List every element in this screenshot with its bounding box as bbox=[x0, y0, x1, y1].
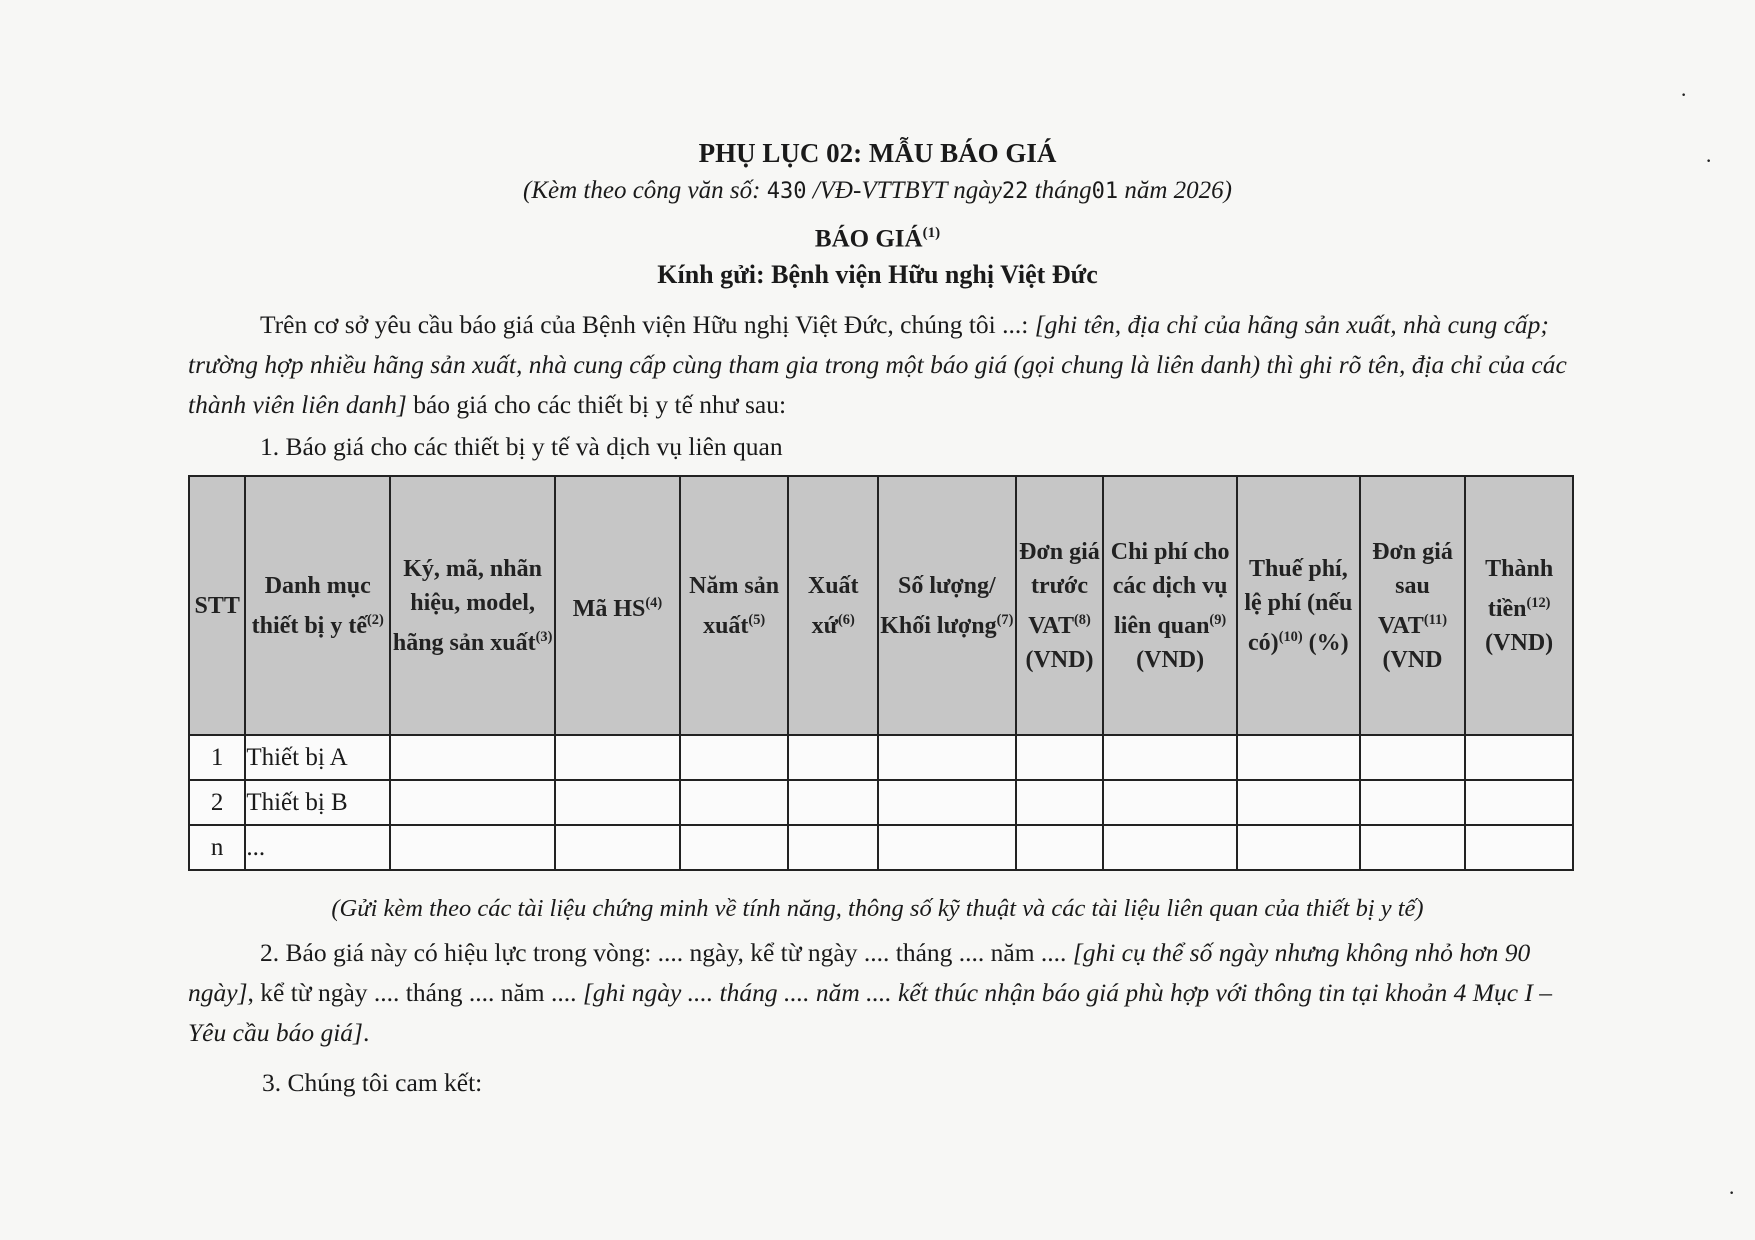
header-unit-price-post-vat: Đơn giá sau VAT$^{(11)}$ (VND bbox=[1360, 476, 1466, 735]
empty-cell bbox=[555, 735, 680, 780]
heading-text: BÁO GIÁ bbox=[814, 225, 923, 253]
header-total: Thành tiền$^{(12)}$ (VND) bbox=[1465, 476, 1573, 735]
handwritten-day: 22 bbox=[1001, 179, 1029, 204]
quotation-heading bbox=[0, 225, 1755, 253]
intro-text-end: báo giá cho các thiết bị y tế như sau: bbox=[406, 390, 787, 419]
empty-cell bbox=[1016, 825, 1104, 870]
section-3-heading: 3. Chúng tôi cam kết: bbox=[262, 1068, 483, 1097]
empty-cell bbox=[680, 735, 789, 780]
empty-cell bbox=[680, 825, 789, 870]
document-reference bbox=[0, 177, 1755, 205]
row-stt: 2 bbox=[189, 780, 245, 825]
section-2-instruction: [ghi cụ thể số ngày nhưng không nhỏ hơn 90 ngày] bbox=[188, 938, 1531, 1007]
empty-cell bbox=[1016, 780, 1104, 825]
empty-cell bbox=[878, 735, 1016, 780]
table-header-row bbox=[189, 476, 1573, 735]
empty-cell bbox=[555, 825, 680, 870]
row-stt: n bbox=[189, 825, 245, 870]
row-device-name: ... bbox=[245, 825, 390, 870]
intro-text: Trên cơ sở yêu cầu báo giá của Bệnh viện Hữu nghị Việt Đức, chúng tôi ...: bbox=[260, 310, 1035, 339]
header-service-cost: Chi phí cho các dịch vụ liên quan$^{(9)}$ (VND) bbox=[1103, 476, 1237, 735]
section-2-text: 2. Báo giá này có hiệu lực trong vòng: .... ngày, kể từ ngày .... tháng .... năm .... bbox=[260, 938, 1073, 967]
handwritten-number: 430 bbox=[766, 179, 807, 204]
intro-instruction: [ghi tên, địa chỉ của hãng sản xuất, nhà cung cấp; trường hợp nhiều hãng sản xuất, nhà cung cấp cùng tham gia trong một báo giá (gọi chung là liên danh) thì ghi rõ tên, địa chỉ của các thành viên liên danh] bbox=[188, 310, 1567, 419]
empty-cell bbox=[390, 735, 555, 780]
reference-text: /VĐ-VTTBYT ngày bbox=[806, 177, 1002, 204]
section-1-heading: 1. Báo giá cho các thiết bị y tế và dịch vụ liên quan bbox=[260, 432, 783, 461]
quotation-table bbox=[188, 475, 1574, 871]
scan-speck: · bbox=[1680, 82, 1688, 107]
empty-cell bbox=[1237, 825, 1360, 870]
empty-cell bbox=[1237, 735, 1360, 780]
page-title: PHỤ LỤC 02: MẪU BÁO GIÁ bbox=[698, 138, 1057, 168]
header-model-brand: Ký, mã, nhãn hiệu, model, hãng sản xuất$^{(3)}$ bbox=[390, 476, 555, 735]
attachment-note: (Gửi kèm theo các tài liệu chứng minh về tính năng, thông số kỹ thuật và các tài liệu liên quan của thiết bị y tế) bbox=[331, 895, 1424, 922]
section-2-text: . bbox=[362, 1018, 370, 1047]
reference-text: năm 2026) bbox=[1118, 177, 1232, 204]
empty-cell bbox=[680, 780, 789, 825]
reference-text: (Kèm theo công văn số: bbox=[523, 177, 767, 204]
empty-cell bbox=[390, 825, 555, 870]
empty-cell bbox=[788, 735, 878, 780]
header-quantity: Số lượng/ Khối lượng$^{(7)}$ bbox=[878, 476, 1016, 735]
header-hs-code: Mã HS$^{(4)}$ bbox=[555, 476, 680, 735]
row-stt: 1 bbox=[189, 735, 245, 780]
empty-cell bbox=[1465, 780, 1573, 825]
header-year: Năm sản xuất$^{(5)}$ bbox=[680, 476, 789, 735]
table-row bbox=[189, 735, 1573, 780]
table-row bbox=[189, 825, 1573, 870]
scan-speck: · bbox=[1705, 148, 1713, 173]
empty-cell bbox=[788, 825, 878, 870]
table-row bbox=[189, 780, 1573, 825]
intro-paragraph bbox=[188, 305, 1588, 425]
header-origin: Xuất xứ$^{(6)}$ bbox=[788, 476, 878, 735]
handwritten-month: 01 bbox=[1091, 179, 1119, 204]
empty-cell bbox=[1465, 735, 1573, 780]
heading-footnote: (1) bbox=[922, 225, 941, 241]
empty-cell bbox=[555, 780, 680, 825]
header-stt: STT bbox=[189, 476, 245, 735]
empty-cell bbox=[1103, 825, 1237, 870]
empty-cell bbox=[1237, 780, 1360, 825]
empty-cell bbox=[1360, 780, 1466, 825]
empty-cell bbox=[1103, 780, 1237, 825]
empty-cell bbox=[788, 780, 878, 825]
empty-cell bbox=[390, 780, 555, 825]
empty-cell bbox=[1360, 735, 1466, 780]
header-tax-fee: Thuế phí, lệ phí (nếu có)$^{(10)}$ (%) bbox=[1237, 476, 1360, 735]
row-device-name: Thiết bị B bbox=[245, 780, 390, 825]
empty-cell bbox=[1465, 825, 1573, 870]
empty-cell bbox=[1016, 735, 1104, 780]
recipient-line: Kính gửi: Bệnh viện Hữu nghị Việt Đức bbox=[657, 260, 1098, 289]
empty-cell bbox=[1360, 825, 1466, 870]
empty-cell bbox=[1103, 735, 1237, 780]
header-device-list: Danh mục thiết bị y tế$^{(2)}$ bbox=[245, 476, 390, 735]
empty-cell bbox=[878, 780, 1016, 825]
section-2-paragraph bbox=[188, 933, 1588, 1053]
row-device-name: Thiết bị A bbox=[245, 735, 390, 780]
reference-text: tháng bbox=[1028, 177, 1092, 204]
section-2-text: , kể từ ngày .... tháng .... năm .... bbox=[247, 978, 583, 1007]
section-2-instruction: [ghi ngày .... tháng .... năm .... kết thúc nhận báo giá phù hợp với thông tin tại khoản 4 Mục I – Yêu cầu báo giá] bbox=[188, 978, 1553, 1047]
header-unit-price-pre-vat: Đơn giá trước VAT$^{(8)}$ (VND) bbox=[1016, 476, 1104, 735]
scan-speck: · bbox=[1728, 1180, 1736, 1205]
empty-cell bbox=[878, 825, 1016, 870]
